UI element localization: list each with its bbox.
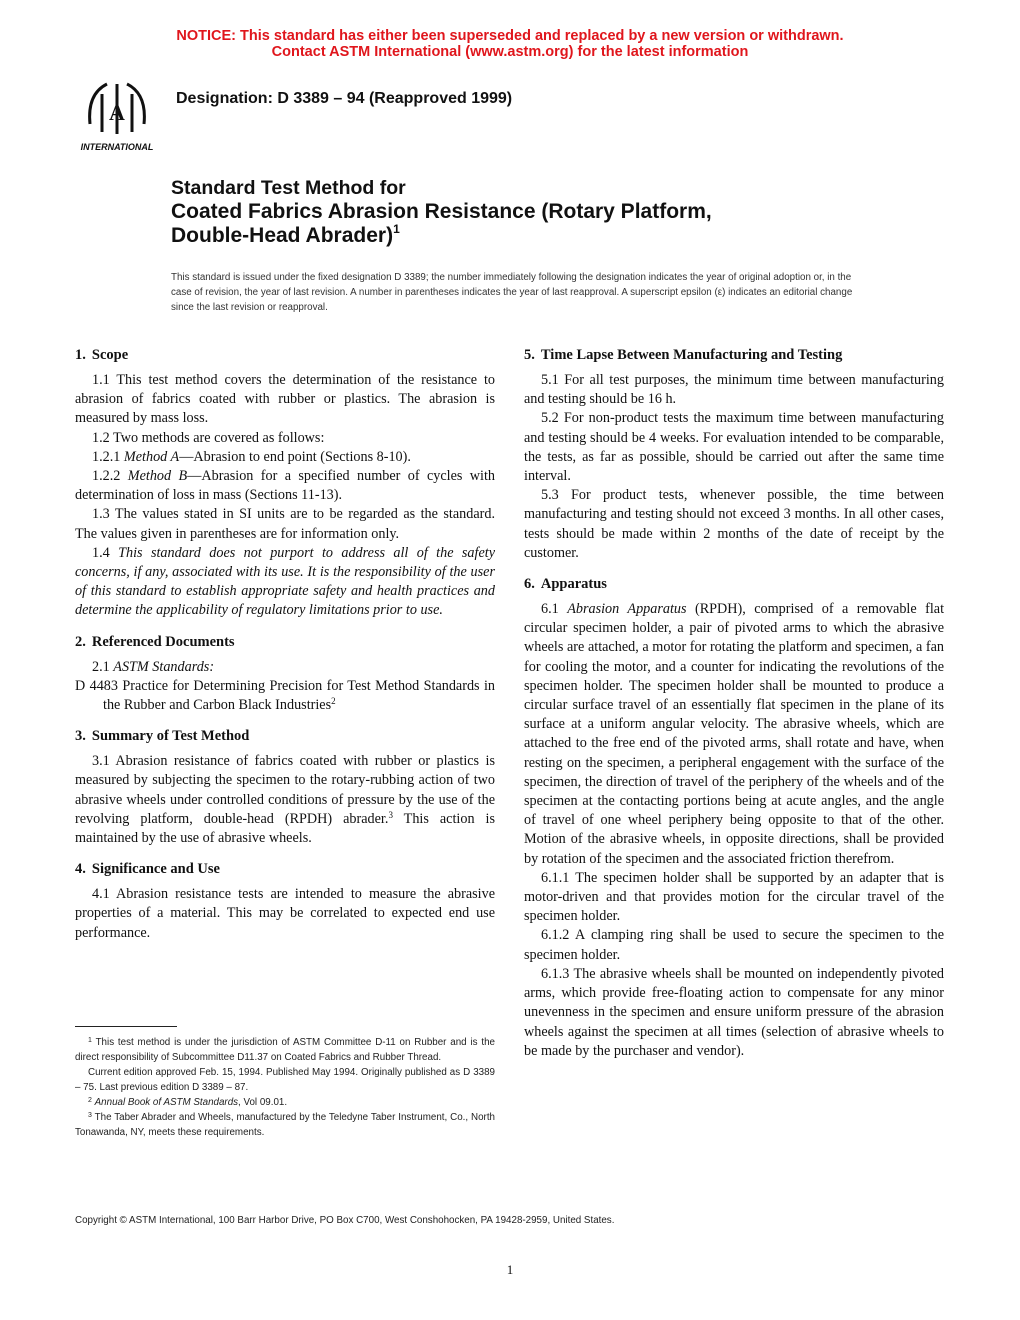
issue-note: This standard is issued under the fixed designation D 3389; the number immediately following the designation indicates the year of original adoption or, in the case of revision, the year of last revision. A number in parentheses indicates the year of last reapproval. A superscript epsilon (ε) indicates an editorial change since the last revision or reapproval.: [171, 272, 853, 313]
notice-banner: [0, 28, 1020, 60]
para-1-2: 1.2 Two methods are covered as follows:: [92, 429, 325, 446]
document-title: [171, 176, 712, 248]
notice-line-1: NOTICE: This standard has either been superseded and replaced by a new version or withdrawn.: [176, 28, 844, 44]
para-6-1-3: 6.1.3 The abrasive wheels shall be mounted on independently pivoted arms, which provide free-floating action to compensate for any minor unevenness in the specimen and ensure uniform pressure of the abrasion wheels against the specimen at all times (selection of abrasive wheels to be made by the purchaser and vendor).: [524, 965, 944, 1059]
footnote-1: $^1$ This test method is under the jurisdiction of ASTM Committee D-11 on Rubber and is the direct responsibility of Subcommittee D11.37 on Coated Fabrics and Rubber Thread.: [75, 1037, 495, 1063]
para-3-1: 3.1 Abrasion resistance of fabrics coated with rubber or plastics is measured by subjecting the specimen to the rotary-rubbing action of two abrasive wheels under controlled conditions of pressure by the use of the revolving platform, double-head (RPDH) abrader.$^3$ This action is maintained by the use of abrasive wheels.: [75, 753, 495, 847]
notice-line-2: Contact ASTM International (www.astm.org) for the latest information: [271, 44, 749, 60]
para-6-1-1: 6.1.1 The specimen holder shall be supported by an adapter that is motor-driven and that provides motion for the circular travel of the specimen holder.: [524, 869, 944, 925]
page-number: 1: [506, 1262, 514, 1277]
svg-text:A: A: [109, 100, 125, 125]
title-line-1: Standard Test Method for: [171, 177, 406, 199]
para-2-ref: D 4483 Practice for Determining Precision for Test Method Standards in the Rubber and Carbon Black Industries$^2$: [75, 677, 495, 714]
section-1-heading: 1. Scope: [75, 347, 129, 363]
para-2-1: 2.1 ASTM Standards:: [92, 658, 215, 675]
para-5-3: 5.3 For product tests, whenever possible, the time between manufacturing and testing should not exceed 3 months. In all other cases, tests should be made within 2 months of the date of receipt by the customer.: [524, 487, 944, 561]
logo-caption: INTERNATIONAL: [80, 142, 154, 152]
para-5-1: 5.1 For all test purposes, the minimum time between manufacturing and testing should be 16 h.: [524, 372, 944, 408]
para-6-1-2: 6.1.2 A clamping ring shall be used to secure the specimen to the specimen holder.: [524, 927, 944, 963]
section-4-heading: 4. Significance and Use: [75, 861, 220, 878]
footnote-3: $^3$ The Taber Abrader and Wheels, manufactured by the Teledyne Taber Instrument, Co., North Tonawanda, NY, meets these requirements.: [75, 1112, 495, 1138]
para-1-1: 1.1 This test method covers the determination of the resistance to abrasion of fabrics coated with rubber or plastics. The abrasion is measured by mass loss.: [75, 372, 495, 427]
footnotes: [75, 1035, 495, 1140]
footnote-divider: [75, 1026, 177, 1027]
para-5-2: 5.2 For non-product tests the maximum time between manufacturing and testing should be 4 weeks. For evaluation intended to be comparable, the tests, as far as possible, should be carried out after the same time interval.: [524, 410, 944, 485]
copyright: Copyright © ASTM International, 100 Barr Harbor Drive, PO Box C700, West Conshohocken, PA 19428-2959, United States.: [75, 1215, 615, 1226]
section-2-heading: 2. Referenced Documents: [75, 633, 235, 650]
footnote-2: $^2$ Annual Book of ASTM Standards, Vol 09.01.: [88, 1097, 288, 1108]
title-line-3: Double-Head Abrader)$^1$: [171, 222, 400, 247]
section-3-heading: 3. Summary of Test Method: [75, 728, 250, 745]
right-column: [524, 346, 944, 1061]
astm-logo-icon: [72, 74, 162, 154]
title-footnote-ref: 1: [393, 222, 400, 236]
section-6-heading: 6. Apparatus: [524, 576, 607, 593]
para-1-4: 1.4 This standard does not purport to address all of the safety concerns, if any, associated with its use. It is the responsibility of the user of this standard to establish appropriate safety and health practices and determine the applicability of regulatory limitations prior to use.: [75, 544, 495, 619]
designation: Designation: D 3389 – 94 (Reapproved 1999): [176, 90, 513, 107]
footnote-1b: Current edition approved Feb. 15, 1994. Published May 1994. Originally published as D 3389 – 75. Last previous edition D 3389 – 87.: [75, 1067, 495, 1093]
left-column: [75, 346, 495, 943]
para-1-3: 1.3 The values stated in SI units are to be regarded as the standard. The values given in parentheses are for information only.: [75, 506, 495, 542]
para-1-2-1: 1.2.1 Method A—Abrasion to end point (Sections 8-10).: [92, 448, 411, 465]
para-4-1: 4.1 Abrasion resistance tests are intended to measure the abrasive properties of a material. This may be correlated to expected end use performance.: [75, 886, 495, 941]
para-1-2-2: 1.2.2 Method B—Abrasion for a specified number of cycles with determination of loss in mass (Sections 11-13).: [75, 468, 496, 504]
para-6-1: 6.1 Abrasion Apparatus (RPDH), comprised of a removable flat circular specimen holder, a pair of pivoted arms to which the abrasive wheels are attached, a motor for rotating the platform and specimen, a fan for cooling the motor, and a counter for indicating the revolutions of the specimen holder. The specimen holder shall be mounted to produce a circular surface travel of an essentially flat specimen in the plane of its surface at a uniform angular velocity. The abrasive wheels, which are attached to the free end of the pivoted arms, shall rotate and have, when resting on the specimen, a peripheral engagement with the surface of the specimen, the direction of travel of the periphery of the wheels and of the specimen at the contacting portions being at acute angles, and the angle of travel of one wheel periphery being opposite to that of the other. Motion of the abrasive wheels, in opposite directions, shall be provided by rotation of the specimen and the associated friction therefrom.: [524, 601, 945, 867]
section-5-heading: 5. Time Lapse Between Manufacturing and Testing: [524, 347, 843, 363]
title-line-2: Coated Fabrics Abrasion Resistance (Rotary Platform,: [171, 200, 712, 223]
